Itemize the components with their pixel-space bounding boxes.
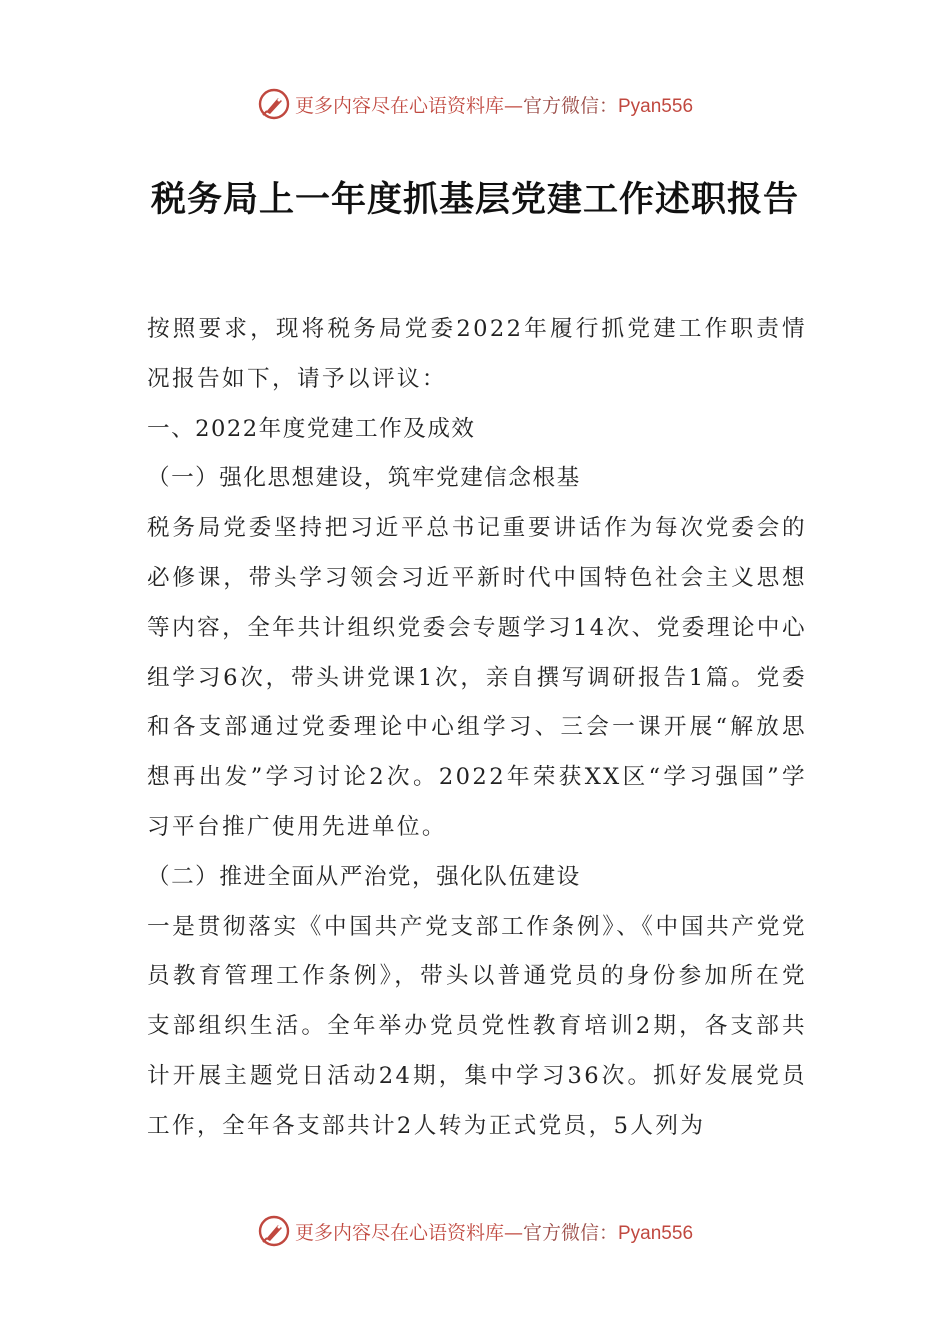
watermark-site-text: 更多内容尽在心语资料库 xyxy=(294,1221,504,1244)
body-paragraph: 税务局党委坚持把习近平总书记重要讲话作为每次党委会的必修课，带头学习领会习近平新时代中国特色社会主义思想等内容，全年共计组织党委会专题学习14次、党委理论中心组学习6次，带头讲党课1次，亲自撰写调研报告1篇。党委和各支部通过党委理论中心组学习、三会一课开展“解放思想再出发”学习讨论2次。2022年荣获XX区“学习强国”学习平台推广使用先进单位。 xyxy=(147,515,807,840)
watermark-site-text: 更多内容尽在心语资料库 xyxy=(294,94,504,117)
subsection-heading: （一）强化思想建设，筑牢党建信念根基 xyxy=(147,465,581,492)
document-title: 税务局上一年度抓基层党建工作述职报告 xyxy=(150,179,799,220)
section-heading: 一、2022年度党建工作及成效 xyxy=(147,415,476,442)
document-body xyxy=(147,305,807,1152)
watermark-wechat-label: 官方微信： xyxy=(522,94,618,117)
watermark-banner-top xyxy=(0,84,950,124)
watermark-banner-bottom xyxy=(0,1211,950,1251)
watermark-separator: — xyxy=(503,1221,523,1244)
watermark-wechat-id: Pyan556 xyxy=(618,1222,694,1244)
pen-nib-circle-icon xyxy=(257,87,291,121)
watermark-separator: — xyxy=(503,94,523,117)
intro-paragraph: 按照要求，现将税务局党委2022年履行抓党建工作职责情况报告如下，请予以评议： xyxy=(147,316,807,392)
watermark-wechat-label: 官方微信： xyxy=(522,1221,618,1244)
watermark-wechat-id: Pyan556 xyxy=(618,95,694,117)
watermark-text xyxy=(295,91,693,118)
watermark-text xyxy=(295,1218,693,1245)
subsection-heading: （二）推进全面从严治党，强化队伍建设 xyxy=(147,863,581,890)
pen-nib-circle-icon xyxy=(257,1214,291,1248)
body-paragraph: 一是贯彻落实《中国共产党支部工作条例》、《中国共产党党员教育管理工作条例》，带头以普通党员的身份参加所在党支部组织生活。全年举办党员党性教育培训2期，各支部共计开展主题党日活动24期，集中学习36次。抓好发展党员工作，全年各支部共计2人转为正式党员，5人列为 xyxy=(147,913,807,1139)
